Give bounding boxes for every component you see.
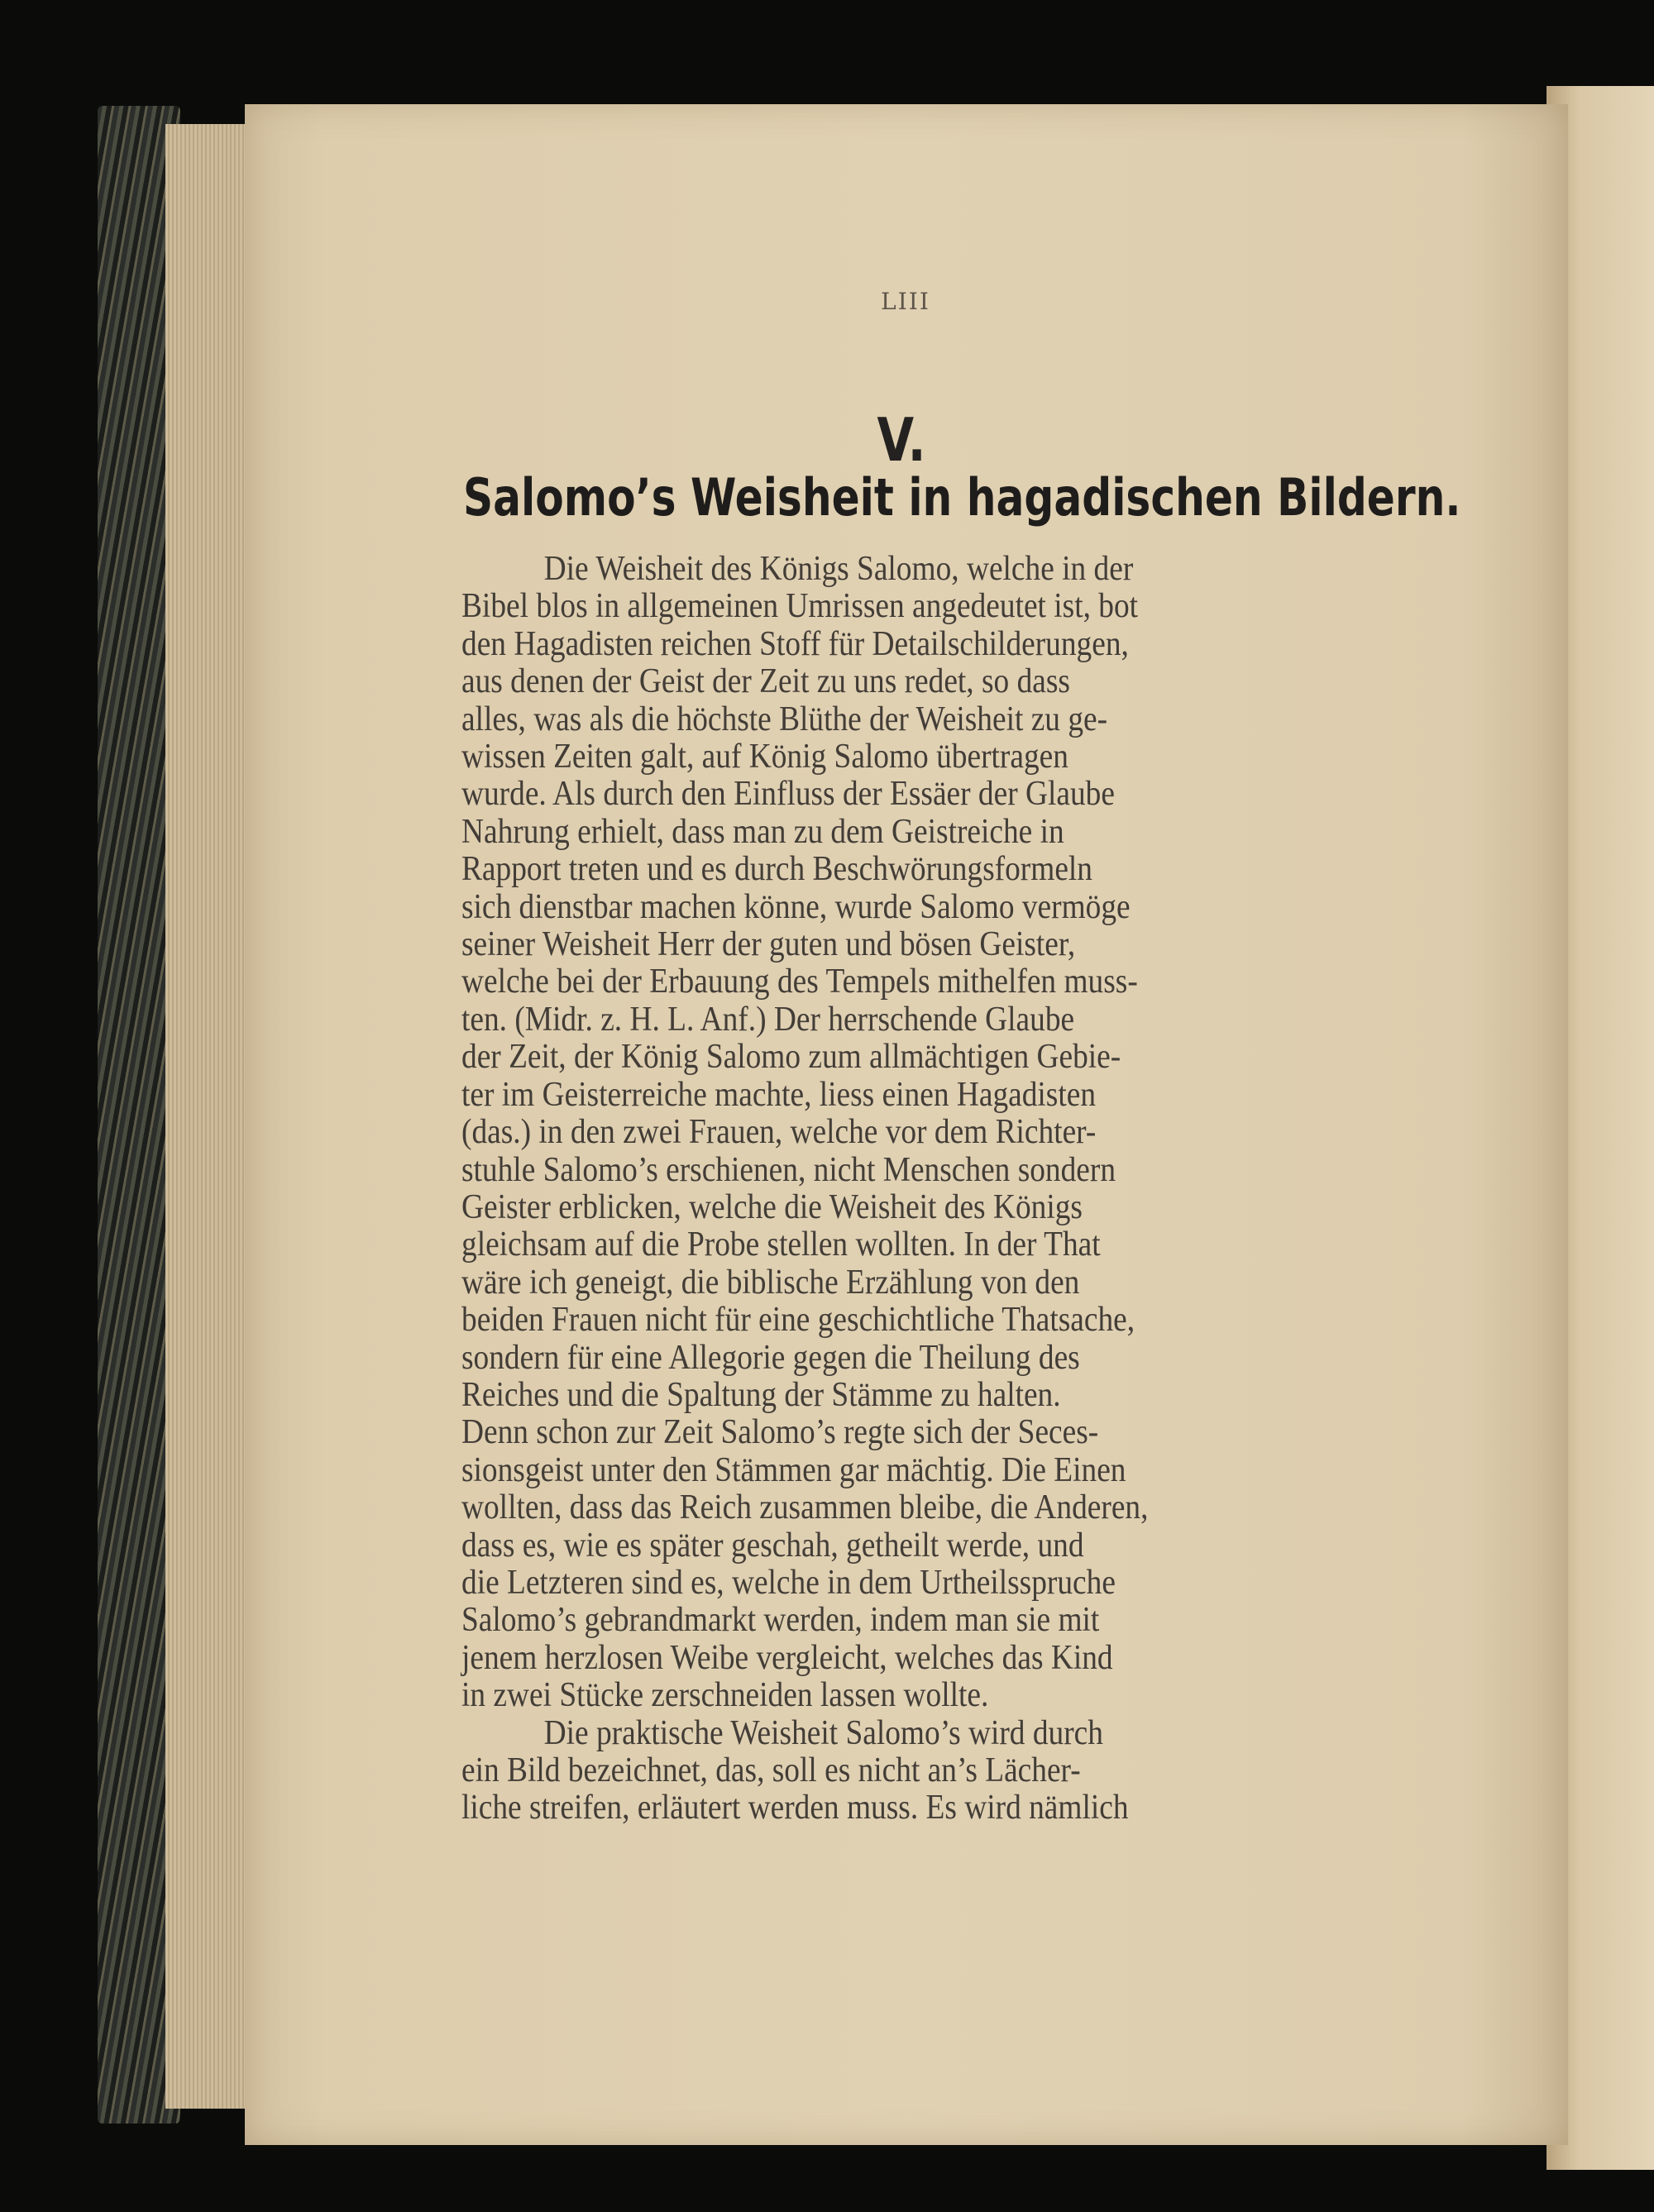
- text-line: sionsgeist unter den Stämmen gar mächtig. Die Einen: [461, 1450, 1126, 1489]
- text-line: sich dienstbar machen könne, wurde Salomo vermöge: [461, 887, 1131, 926]
- text-line: wollten, dass das Reich zusammen bleibe, die Anderen,: [461, 1488, 1149, 1527]
- text-line: ein Bild bezeichnet, das, soll es nicht an’s Lächer-: [461, 1751, 1081, 1789]
- text-line: Denn schon zur Zeit Salomo’s regte sich der Seces-: [461, 1413, 1099, 1452]
- text-line: Rapport treten und es durch Beschwörungsformeln: [461, 850, 1092, 889]
- text-line: Geister erblicken, welche die Weisheit des Königs: [461, 1187, 1083, 1226]
- text-line: dass es, wie es später geschah, getheilt werde, und: [461, 1526, 1084, 1565]
- text-line: alles, was als die höchste Blüthe der Weisheit zu ge-: [461, 700, 1108, 738]
- text-line: ter im Geisterreiche machte, liess einen Hagadisten: [461, 1075, 1097, 1114]
- text-line: liche streifen, erläutert werden muss. Es wird nämlich: [461, 1789, 1129, 1827]
- text-line: gleichsam auf die Probe stellen wollten. In der That: [461, 1225, 1101, 1264]
- text-line: ten. (Midr. z. H. L. Anf.) Der herrschende Glaube: [461, 1000, 1075, 1039]
- text-line: welche bei der Erbauung des Tempels mithelfen muss-: [461, 963, 1138, 1001]
- text-line: Bibel blos in allgemeinen Umrissen angedeutet ist, bot: [461, 587, 1139, 626]
- text-line: den Hagadisten reichen Stoff für Detailschilderungen,: [461, 624, 1129, 663]
- text-line: beiden Frauen nicht für eine geschichtliche Thatsache,: [461, 1301, 1135, 1340]
- text-line: Reiches und die Spaltung der Stämme zu halten.: [461, 1375, 1061, 1414]
- text-line: sondern für eine Allegorie gegen die Theilung des: [461, 1338, 1080, 1377]
- text-line: Die praktische Weisheit Salomo’s wird durch: [543, 1713, 1103, 1752]
- text-line: jenem herzlosen Weibe vergleicht, welches das Kind: [461, 1638, 1113, 1677]
- text-line: seiner Weisheit Herr der guten und bösen Geister,: [461, 925, 1076, 964]
- text-line: wäre ich geneigt, die biblische Erzählung von den: [461, 1263, 1080, 1302]
- chapter-title: Salomo’s Weisheit in hagadischen Bildern.: [463, 467, 1461, 528]
- body-text: [461, 551, 1338, 1827]
- text-line: Salomo’s gebrandmarkt werden, indem man sie mit: [461, 1601, 1100, 1640]
- chapter-number: V.: [877, 405, 926, 475]
- text-line: der Zeit, der König Salomo zum allmächtigen Gebie-: [461, 1038, 1121, 1077]
- text-line: (das.) in den zwei Frauen, welche vor dem Richter-: [461, 1113, 1097, 1152]
- text-line: aus denen der Geist der Zeit zu uns redet, so dass: [461, 662, 1070, 701]
- text-line: wissen Zeiten galt, auf König Salomo übertragen: [461, 738, 1068, 776]
- text-line: stuhle Salomo’s erschienen, nicht Menschen sondern: [461, 1150, 1116, 1189]
- text-line: Nahrung erhielt, dass man zu dem Geistreiche in: [461, 812, 1064, 851]
- text-line: Die Weisheit des Königs Salomo, welche in der: [543, 550, 1134, 588]
- page-number: LIII: [881, 288, 930, 315]
- page-edges: [165, 124, 256, 2109]
- text-line: in zwei Stücke zerschneiden lassen wollte.: [461, 1676, 989, 1715]
- text-line: wurde. Als durch den Einfluss der Essäer der Glaube: [461, 775, 1115, 814]
- text-line: die Letzteren sind es, welche in dem Urtheilsspruche: [461, 1563, 1116, 1602]
